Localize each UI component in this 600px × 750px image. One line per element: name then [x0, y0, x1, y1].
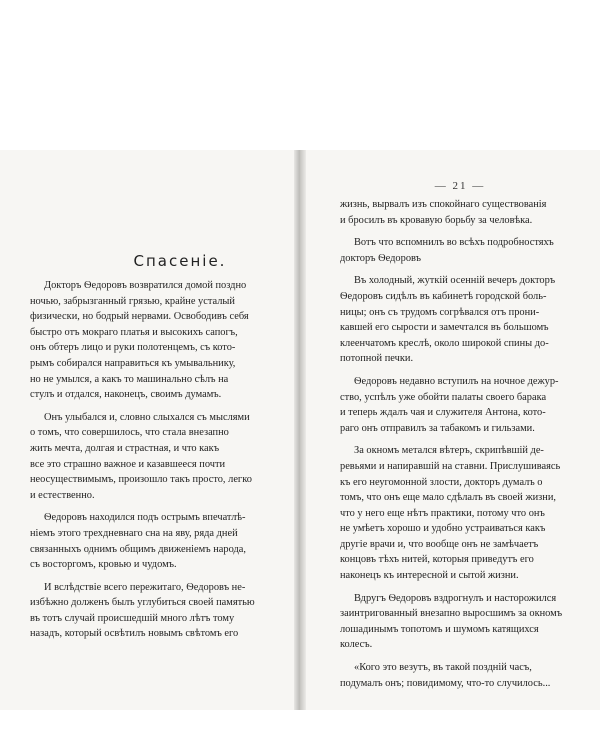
text-line: но не умылся, а какъ то машинально сѣлъ на — [30, 373, 229, 385]
text-line: кавшей его сырости и замечтался въ большомъ — [340, 322, 549, 334]
text-line: Ѳедоровъ сидѣлъ въ кабинетѣ городской боль- — [340, 290, 547, 302]
text-line: быстро отъ мокраго платья и высокихъ сапогъ, — [30, 326, 238, 338]
text-line: томъ, что онъ еще мало сдѣлалъ въ своей жизни, — [340, 492, 557, 504]
text-line: ревьями и напиравшій на ставни. Прислушиваясь — [340, 460, 561, 472]
text-line: ніемъ этого трехдневнаго сна на яву, ряда дней — [30, 527, 238, 539]
left-page-text — [30, 278, 275, 649]
text-line: подумалъ онъ; повидимому, что-то случилось... — [340, 677, 551, 689]
text-line: о томъ, что совершилось, что стала внезапно — [30, 427, 229, 439]
text-line: жизнь, вырвалъ изъ спокойнаго существованія — [340, 199, 547, 210]
text-line: стулъ и отдался, наконецъ, своимъ думамъ. — [30, 389, 222, 401]
text-line: Вдругъ Ѳедоровъ вздрогнулъ и насторожился — [354, 592, 557, 604]
text-line: избѣжно долженъ былъ углубиться своей памятью — [30, 597, 255, 609]
text-line: «Кого это везутъ, въ такой поздній часъ, — [354, 662, 532, 674]
text-line: раго онъ отправилъ за табакомъ и гильзами. — [340, 422, 535, 434]
paragraph — [340, 660, 588, 691]
text-line: заинтригованный внезапно выросшимъ за окномъ — [340, 608, 563, 620]
paragraph — [30, 410, 275, 504]
text-line: Докторъ Ѳедоровъ возвратился домой поздно — [44, 280, 247, 291]
text-line: ночью, забрызганный грязью, крайне усталый — [30, 295, 235, 307]
text-line: физически, но бодрый нервами. Освободивъ себя — [30, 311, 249, 323]
text-line: наконецъ къ интересной и сытой жизни. — [340, 570, 519, 582]
text-line: все это страшно важное и казавшееся почти — [30, 458, 226, 470]
text-line: Вотъ что вспомнилъ во всѣхъ подробностяхъ — [354, 237, 554, 249]
text-line: назадъ, который освѣтилъ новымъ свѣтомъ его — [30, 628, 239, 640]
text-line: жить мечта, долгая и страстная, и что какъ — [30, 442, 220, 454]
text-line: Въ холодный, жуткій осенній вечеръ докторъ — [354, 275, 556, 287]
paragraph — [340, 273, 588, 367]
text-line: другіе врачи и, что вообще онъ не замѣчаетъ — [340, 538, 539, 550]
text-line: лошадинымъ топотомъ и шумомъ катящихся — [340, 623, 539, 635]
text-line: не умѣетъ хорошо и удобно устраиваться какъ — [340, 523, 546, 535]
text-line: докторъ Ѳедоровъ — [340, 252, 422, 264]
text-line: рымъ собирался направиться къ умывальнику, — [30, 357, 236, 369]
text-line: что у него еще нѣтъ практики, потому что онъ — [340, 507, 545, 519]
text-line: потопной печки. — [340, 353, 414, 365]
paragraph — [340, 374, 588, 436]
text-line: неосуществимымъ, произошло такъ просто, легко — [30, 474, 252, 486]
text-line: и бросилъ въ кровавую борьбу за человѣка. — [340, 214, 533, 226]
text-line: съ восторгомъ, кровью и чудомъ. — [30, 559, 177, 571]
text-line: къ его неугомонной злости, докторъ думалъ о — [340, 476, 543, 488]
text-line: ство, успѣлъ уже обойти палаты своего барака — [340, 391, 547, 403]
text-line: Ѳедоровъ находился подъ острымъ впечатлѣ- — [44, 512, 246, 524]
text-line: концовъ тѣхъ нитей, которыя приведутъ его — [340, 554, 534, 566]
paragraph — [340, 443, 588, 583]
text-line: Ѳедоровъ недавно вступилъ на ночное дежур- — [354, 375, 559, 387]
text-line: За окномъ метался вѣтеръ, скрипѣвшій де- — [354, 445, 544, 457]
paragraph — [340, 197, 588, 228]
page-number: — 21 — — [434, 180, 486, 192]
paragraph — [30, 510, 275, 572]
chapter-title: Спасеніе. — [133, 252, 227, 270]
text-line: и естественно. — [30, 489, 95, 501]
text-line: И вслѣдствіе всего пережитаго, Ѳедоровъ не- — [44, 581, 246, 593]
text-line: и теперь ждалъ чая и служителя Антона, кото- — [340, 407, 546, 419]
text-line: ницы; онъ съ трудомъ согрѣвался отъ прони- — [340, 306, 540, 318]
text-line: связанныхъ однимъ общимъ движеніемъ народа, — [30, 543, 246, 555]
text-line: Онъ улыбался и, словно слыхался съ мыслями — [44, 411, 250, 423]
text-line: онъ обтеръ лицо и руки полотенцемъ, съ кото- — [30, 342, 236, 354]
paragraph — [30, 580, 275, 642]
paragraph — [340, 591, 588, 653]
text-line: въ тотъ случай происшедшій много лѣтъ тому — [30, 612, 235, 624]
book-gutter — [294, 150, 306, 710]
text-line: клеенчатомъ креслѣ, около широкой спины до- — [340, 337, 549, 349]
paragraph — [340, 235, 588, 266]
paragraph — [30, 278, 275, 403]
right-page-text — [340, 197, 588, 698]
text-line: колесъ. — [340, 639, 373, 651]
